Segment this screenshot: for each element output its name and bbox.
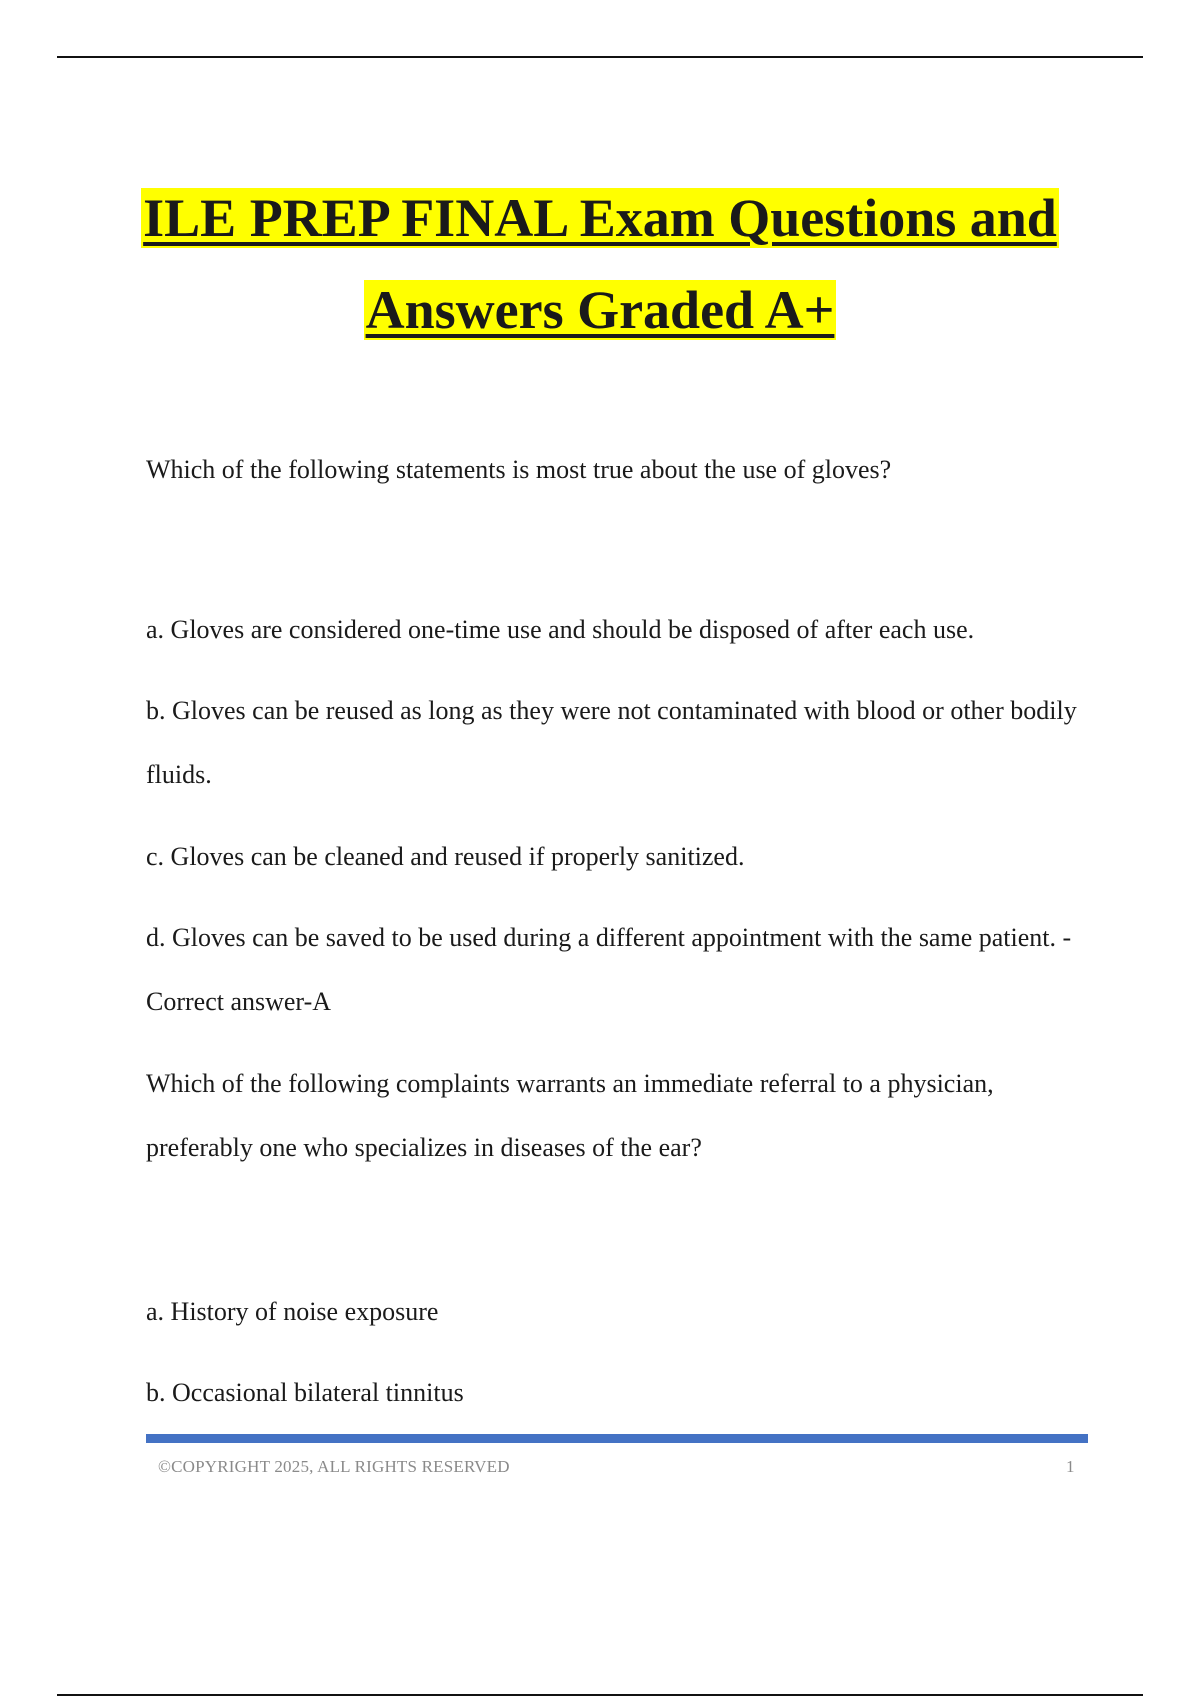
document-title — [0, 172, 1200, 356]
footer-bar — [146, 1434, 1088, 1443]
question-1-option-b: b. Gloves can be reused as long as they were not contaminated with blood or other bodily fluids. — [146, 696, 1077, 789]
footer-copyright: ©COPYRIGHT 2025, ALL RIGHTS RESERVED — [158, 1457, 510, 1476]
footer-page-number: 1 — [1066, 1457, 1075, 1476]
question-1-option-c: c. Gloves can be cleaned and reused if properly sanitized. — [146, 842, 745, 871]
question-1-text: Which of the following statements is most true about the use of gloves? — [146, 455, 892, 484]
top-rule — [57, 56, 1143, 58]
title-line-1: ILE PREP FINAL Exam Questions and — [143, 188, 1057, 248]
question-2-option-a: a. History of noise exposure — [146, 1297, 439, 1326]
question-2-text: Which of the following complaints warrants an immediate referral to a physician, preferably one who specializes in diseases of the ear? — [146, 1069, 994, 1162]
question-1-option-a: a. Gloves are considered one-time use and should be disposed of after each use. — [146, 615, 975, 644]
bottom-rule — [57, 1694, 1143, 1696]
title-line-2: Answers Graded A+ — [365, 280, 835, 340]
question-2-option-b: b. Occasional bilateral tinnitus — [146, 1378, 464, 1407]
question-1-option-d: d. Gloves can be saved to be used during a different appointment with the same patient. - Correct answer-A — [146, 923, 1072, 1016]
